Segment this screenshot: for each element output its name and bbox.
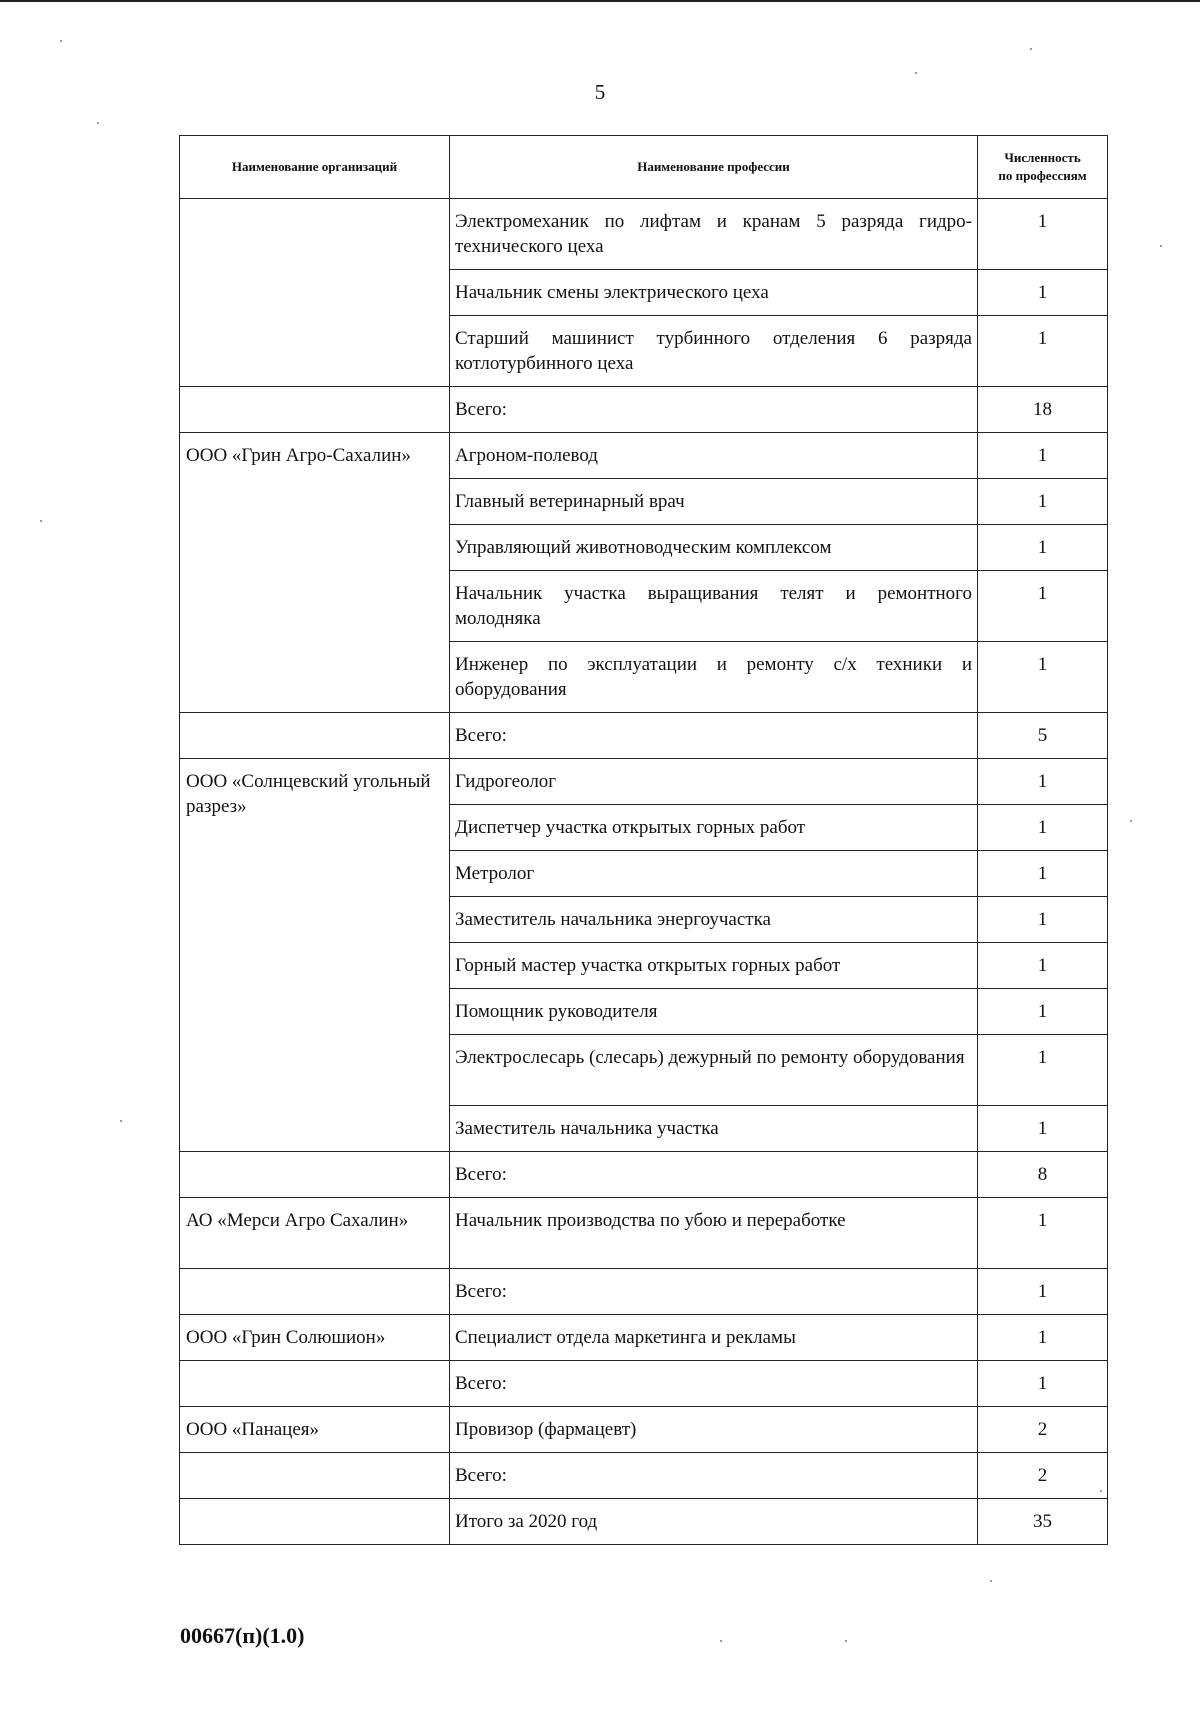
table-row	[180, 1407, 1108, 1453]
grand-total-value: 35	[978, 1499, 1108, 1545]
count-cell: 1	[978, 805, 1108, 851]
total-label: Всего:	[450, 387, 978, 433]
header-count-line1: Численность	[1004, 150, 1081, 166]
profession-cell: Начальник участка выращивания телят и ремонтного молодняка	[450, 571, 978, 642]
organization-cell: АО «Мерси Агро Сахалин»	[180, 1198, 450, 1269]
page-number: 5	[594, 80, 606, 104]
count-cell: 1	[978, 1198, 1108, 1269]
total-row	[180, 1361, 1108, 1407]
total-label: Всего:	[450, 713, 978, 759]
grand-total-row	[180, 1499, 1108, 1545]
scan-speck	[1100, 1490, 1102, 1492]
total-value: 18	[978, 387, 1108, 433]
count-cell: 1	[978, 479, 1108, 525]
organization-cell: ООО «Грин Солюшион»	[180, 1315, 450, 1361]
profession-cell: Главный ветеринарный врач	[450, 479, 978, 525]
table-row	[180, 1315, 1108, 1361]
organization-cell: ООО «Солнцевский угольный разрез»	[180, 759, 450, 1152]
profession-cell: Старший машинист турбинного отделения 6 разряда котлотурбинного цеха	[450, 316, 978, 387]
count-cell: 1	[978, 759, 1108, 805]
total-value: 8	[978, 1152, 1108, 1198]
total-label: Всего:	[450, 1269, 978, 1315]
table-row	[180, 759, 1108, 805]
total-row	[180, 1269, 1108, 1315]
total-row	[180, 387, 1108, 433]
count-cell: 1	[978, 571, 1108, 642]
table-row	[180, 1198, 1108, 1269]
profession-cell: Начальник производства по убою и переработке	[450, 1198, 978, 1269]
profession-cell: Управляющий животноводческим комплексом	[450, 525, 978, 571]
total-row	[180, 1453, 1108, 1499]
header-count-line2: по профессиям	[998, 168, 1087, 183]
profession-cell: Электромеханик по лифтам и кранам 5 разряда гидротехнического цеха	[450, 199, 978, 270]
count-cell: 1	[978, 851, 1108, 897]
profession-cell: Заместитель начальника энергоучастка	[450, 897, 978, 943]
empty-cell	[180, 1453, 450, 1499]
profession-cell: Агроном-полевод	[450, 433, 978, 479]
scan-speck	[97, 122, 99, 124]
total-label: Всего:	[450, 1152, 978, 1198]
profession-cell: Метролог	[450, 851, 978, 897]
profession-cell: Помощник руководителя	[450, 989, 978, 1035]
total-label: Всего:	[450, 1453, 978, 1499]
profession-cell: Горный мастер участка открытых горных работ	[450, 943, 978, 989]
count-cell: 1	[978, 199, 1108, 270]
count-cell: 1	[978, 897, 1108, 943]
empty-cell	[180, 713, 450, 759]
scan-speck	[1160, 245, 1162, 247]
empty-cell	[180, 1152, 450, 1198]
scan-speck	[40, 520, 42, 522]
total-value: 2	[978, 1453, 1108, 1499]
scan-speck	[720, 1640, 722, 1642]
total-label: Всего:	[450, 1361, 978, 1407]
profession-cell: Электрослесарь (слесарь) дежурный по ремонту оборудования	[450, 1035, 978, 1106]
organization-cell: ООО «Панацея»	[180, 1407, 450, 1453]
document-code: 00667(п)(1.0)	[180, 1623, 305, 1648]
organization-cell: ООО «Грин Агро-Сахалин»	[180, 433, 450, 713]
profession-cell: Провизор (фармацевт)	[450, 1407, 978, 1453]
header-profession: Наименование профессии	[450, 136, 978, 199]
profession-cell: Специалист отдела маркетинга и рекламы	[450, 1315, 978, 1361]
header-organization: Наименование организаций	[180, 136, 450, 199]
count-cell: 1	[978, 943, 1108, 989]
profession-cell: Гидрогеолог	[450, 759, 978, 805]
organization-cell	[180, 199, 450, 387]
top-border-line	[0, 0, 1200, 2]
table-header-row	[180, 136, 1108, 199]
count-cell: 1	[978, 316, 1108, 387]
table-row	[180, 433, 1108, 479]
count-cell: 1	[978, 1035, 1108, 1106]
scan-speck	[915, 72, 917, 74]
scan-speck	[120, 1120, 122, 1122]
total-value: 1	[978, 1361, 1108, 1407]
count-cell: 2	[978, 1407, 1108, 1453]
count-cell: 1	[978, 525, 1108, 571]
count-cell: 1	[978, 642, 1108, 713]
profession-cell: Заместитель начальника участка	[450, 1106, 978, 1152]
total-row	[180, 713, 1108, 759]
profession-cell: Начальник смены электрического цеха	[450, 270, 978, 316]
profession-cell: Диспетчер участка открытых горных работ	[450, 805, 978, 851]
count-cell: 1	[978, 433, 1108, 479]
empty-cell	[180, 1361, 450, 1407]
scan-speck	[990, 1580, 992, 1582]
count-cell: 1	[978, 270, 1108, 316]
total-value: 5	[978, 713, 1108, 759]
header-count	[978, 136, 1108, 199]
empty-cell	[180, 387, 450, 433]
scan-speck	[1030, 48, 1032, 50]
staff-table	[179, 135, 1108, 1545]
scan-speck	[1130, 820, 1132, 822]
total-row	[180, 1152, 1108, 1198]
grand-total-label: Итого за 2020 год	[450, 1499, 978, 1545]
empty-cell	[180, 1269, 450, 1315]
table-row	[180, 199, 1108, 270]
profession-cell: Инженер по эксплуатации и ремонту с/х техники и оборудования	[450, 642, 978, 713]
empty-cell	[180, 1499, 450, 1545]
scan-speck	[60, 40, 62, 42]
scan-speck	[845, 1640, 847, 1642]
total-value: 1	[978, 1269, 1108, 1315]
count-cell: 1	[978, 1315, 1108, 1361]
count-cell: 1	[978, 989, 1108, 1035]
count-cell: 1	[978, 1106, 1108, 1152]
